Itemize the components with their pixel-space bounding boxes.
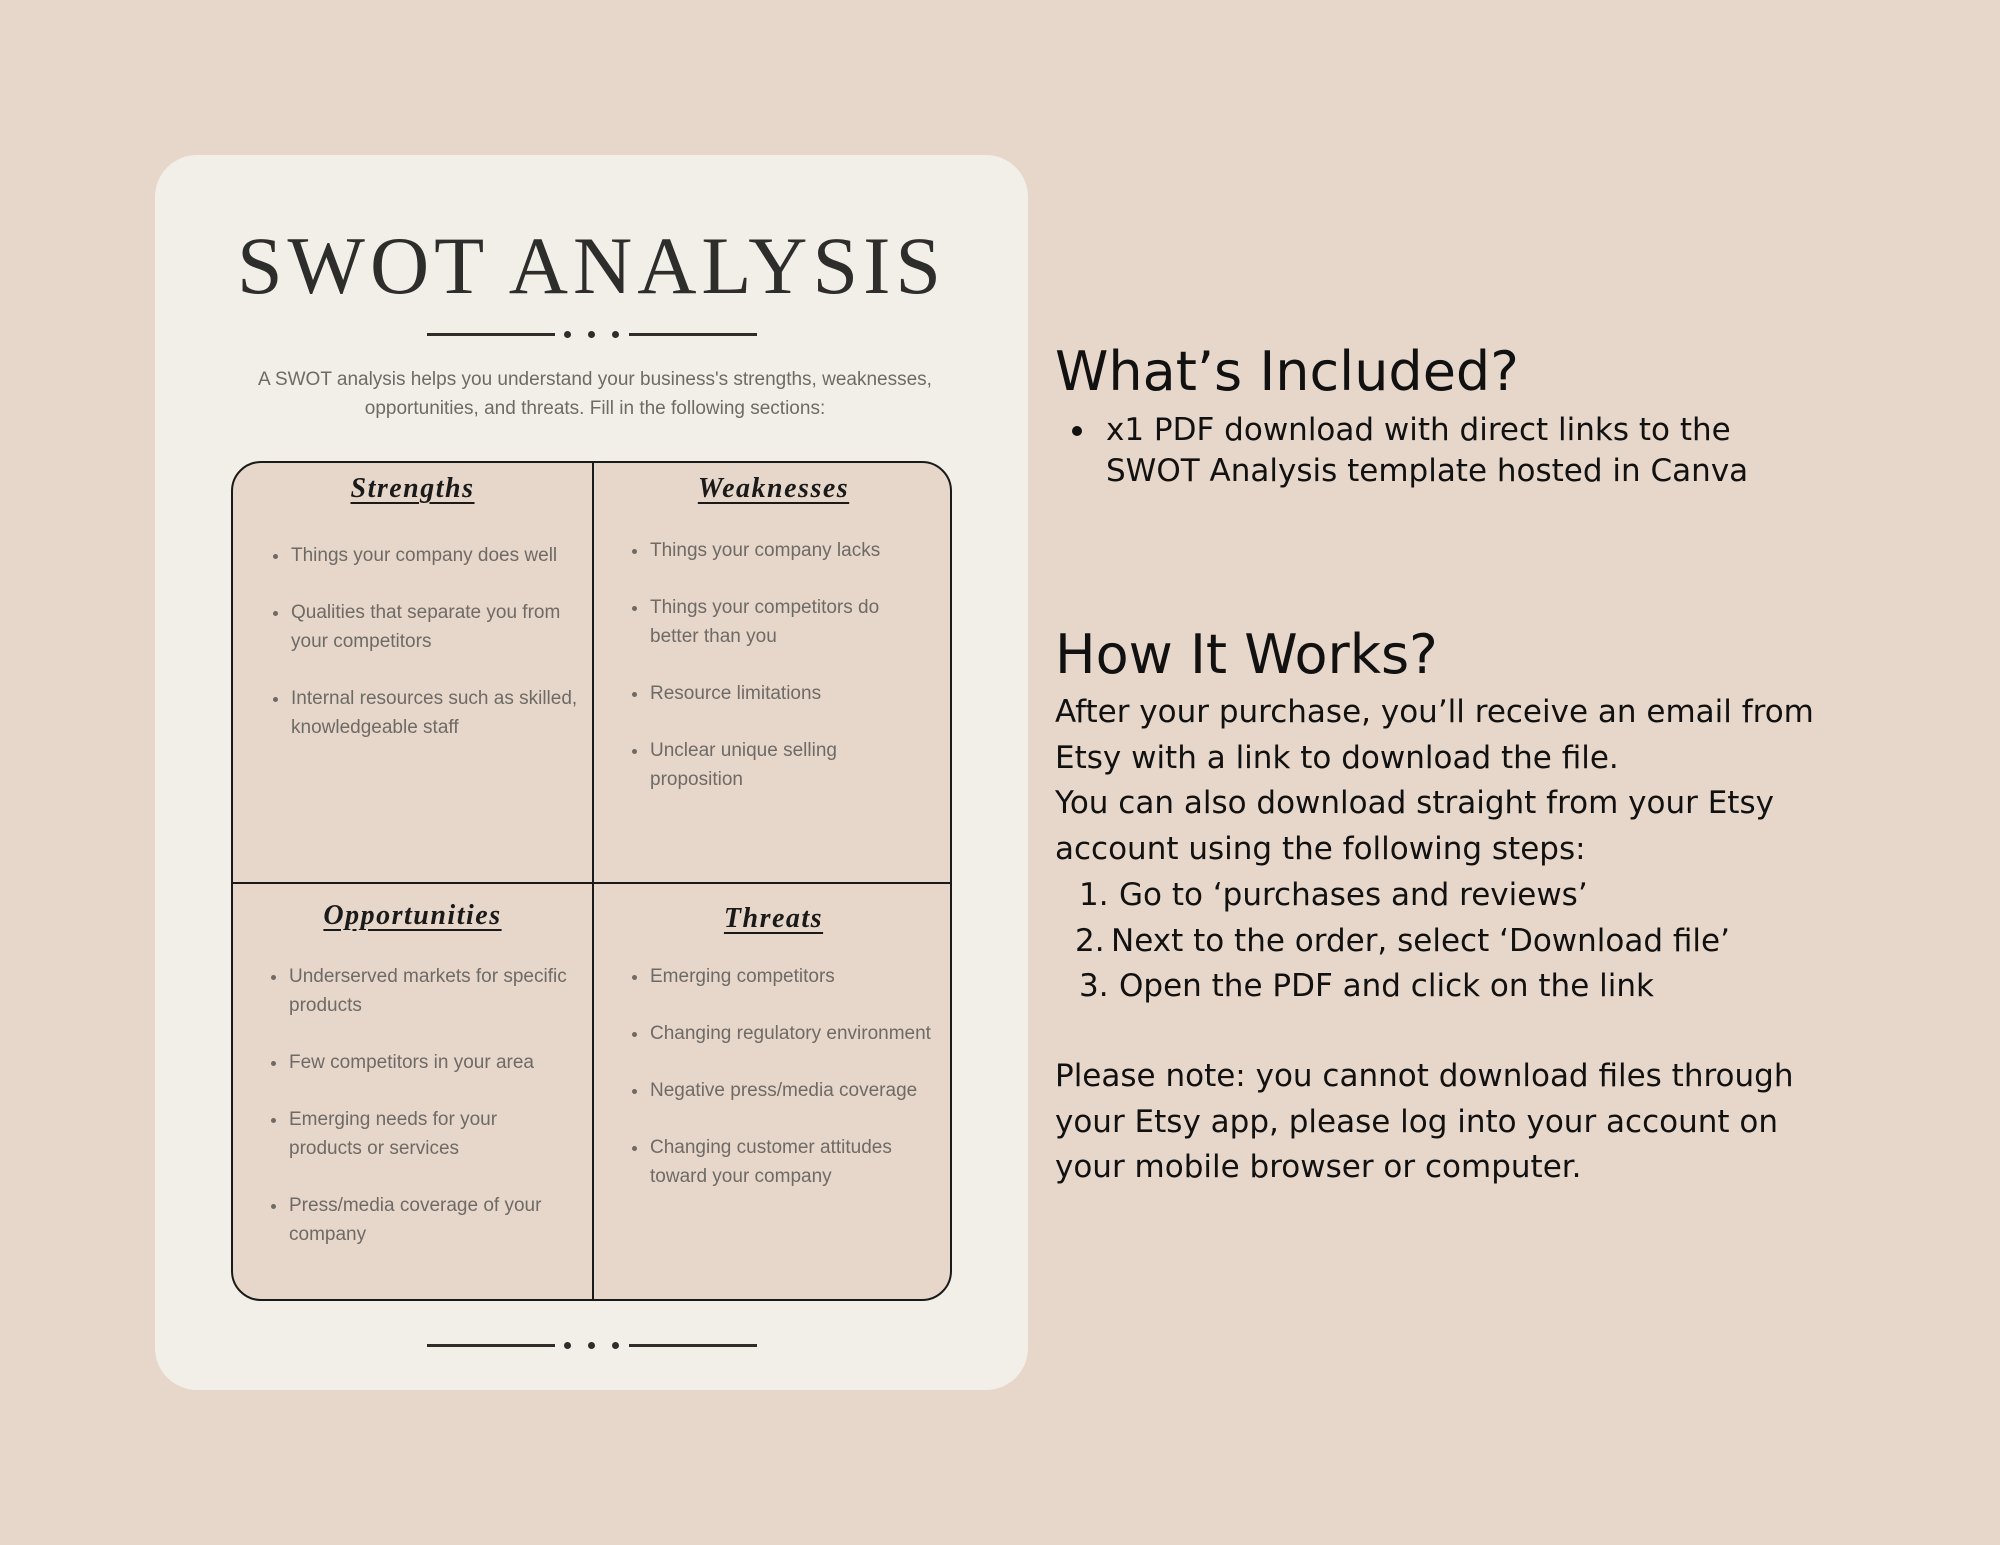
- list-item: Things your company does well: [273, 541, 583, 570]
- download-steps: [1055, 873, 1730, 1010]
- list-item: Changing regulatory environment: [632, 1019, 932, 1048]
- list-item: Press/media coverage of your company: [271, 1191, 571, 1249]
- how-it-works-text: After your purchase, you’ll receive an email from Etsy with a link to download the file. You can also download straight from your Etsy account using the following steps:: [1055, 694, 1814, 867]
- opportunities-list: [271, 962, 571, 1277]
- step-item: 2. Next to the order, select ‘Download file’: [1075, 922, 1730, 959]
- quadrant-title-strengths: Strengths: [350, 473, 475, 504]
- quadrant-strengths: [233, 463, 592, 882]
- included-list: [1055, 410, 1826, 492]
- swot-template-preview: [155, 155, 1028, 1390]
- quadrant-title-threats: Threats: [723, 903, 824, 934]
- list-item: Negative press/media coverage: [632, 1076, 932, 1105]
- list-item: Qualities that separate you from your competitors: [273, 598, 583, 656]
- swot-title: SWOT ANALYSIS: [236, 220, 947, 311]
- list-item: Resource limitations: [632, 679, 922, 708]
- list-item: Changing customer attitudes toward your company: [632, 1133, 932, 1191]
- how-it-works-heading: How It Works?: [1055, 623, 1438, 686]
- list-item: Internal resources such as skilled, knowledgeable staff: [273, 684, 583, 742]
- list-item: x1 PDF download with direct links to the SWOT Analysis template hosted in Canva: [1055, 410, 1826, 492]
- step-item: 1. Go to ‘purchases and reviews’: [1079, 877, 1588, 913]
- whats-included-heading: What’s Included?: [1055, 340, 1519, 403]
- quadrant-title-opportunities: Opportunities: [323, 900, 502, 931]
- quadrant-weaknesses: [594, 463, 953, 882]
- list-item: Few competitors in your area: [271, 1048, 571, 1077]
- threats-list: [632, 962, 932, 1219]
- list-item: Underserved markets for specific products: [271, 962, 571, 1020]
- list-item: Emerging competitors: [632, 962, 932, 991]
- quadrant-opportunities: [233, 884, 592, 1299]
- list-item: Unclear unique selling proposition: [632, 736, 922, 794]
- please-note-text: Please note: you cannot download files through your Etsy app, please log into your account on your mobile browser or computer.: [1055, 1058, 1794, 1185]
- list-item: Emerging needs for your products or services: [271, 1105, 571, 1163]
- list-item: Things your competitors do better than you: [632, 593, 922, 651]
- quadrant-title-weaknesses: Weaknesses: [697, 473, 850, 504]
- top-divider: [427, 328, 757, 340]
- list-item: Things your company lacks: [632, 536, 922, 565]
- step-item: 3. Open the PDF and click on the link: [1079, 968, 1654, 1004]
- strengths-list: [273, 541, 583, 770]
- weaknesses-list: [632, 536, 922, 822]
- quadrant-threats: [594, 884, 953, 1299]
- swot-intro: A SWOT analysis helps you understand your business's strengths, weaknesses, opportunities, and threats. Fill in the following sections:: [258, 369, 932, 419]
- swot-grid: [231, 461, 952, 1301]
- bottom-divider: [427, 1339, 757, 1351]
